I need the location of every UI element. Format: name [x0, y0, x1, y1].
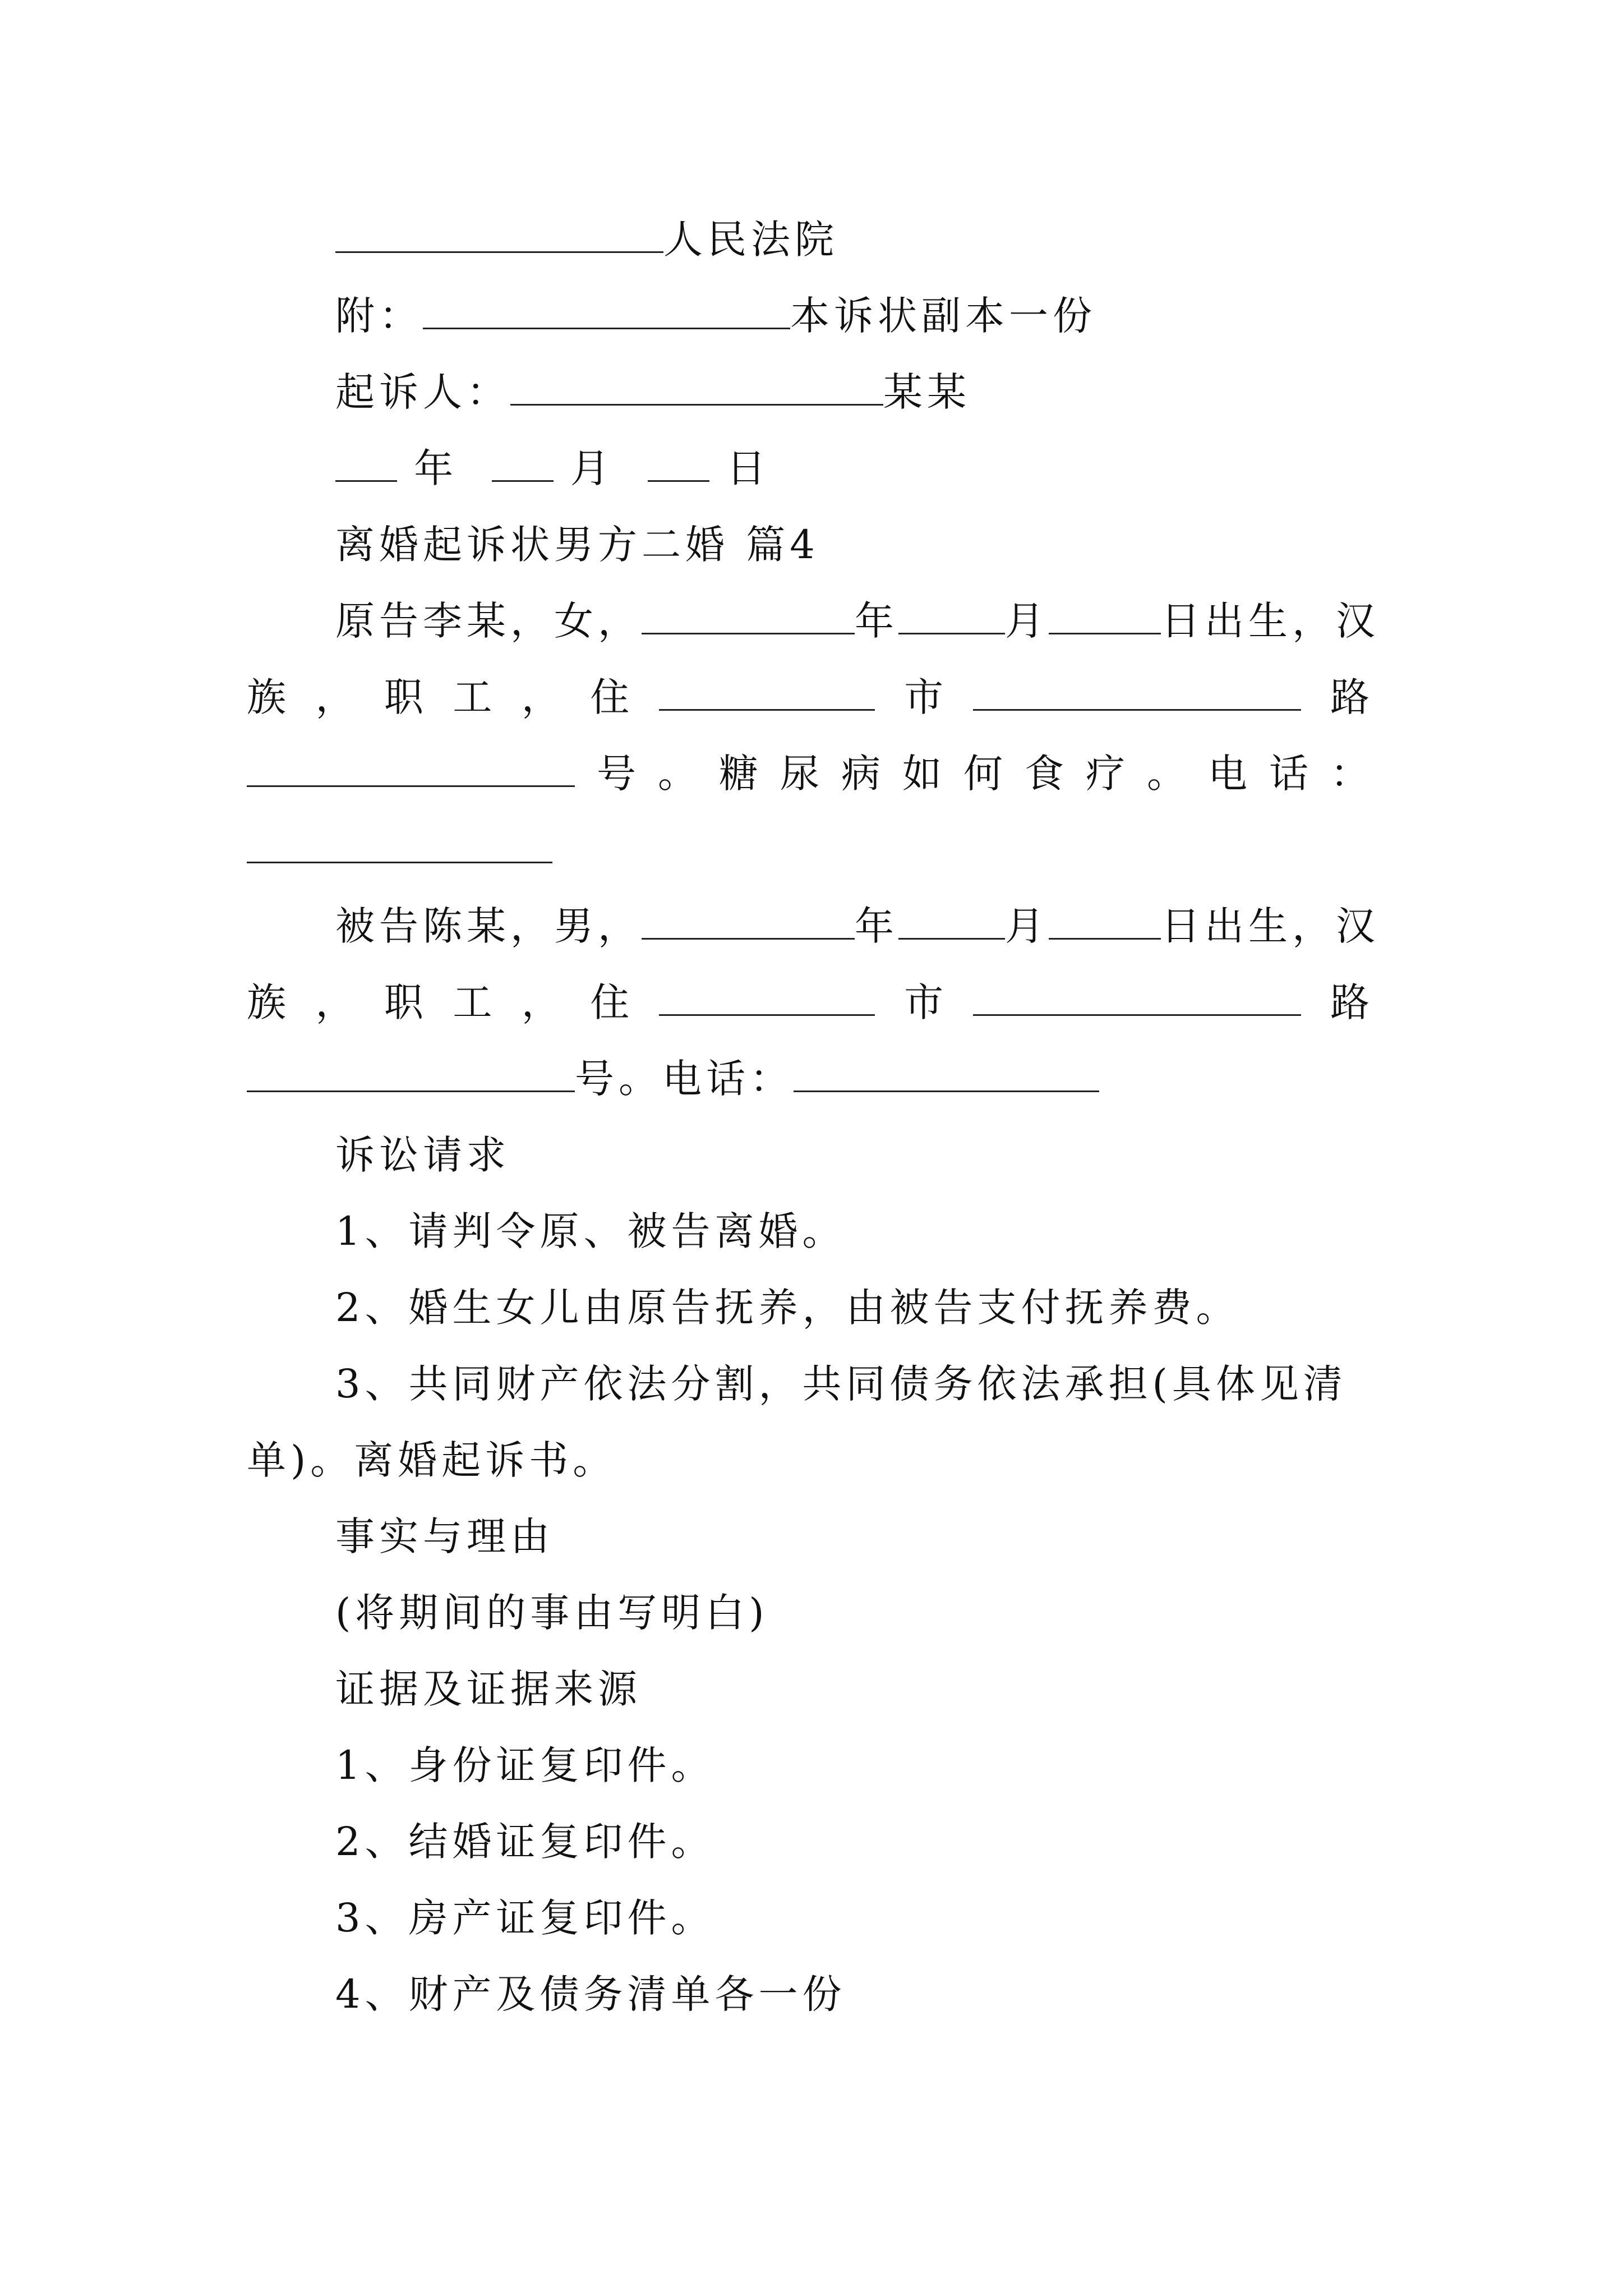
defendant-row2-char: 职 [384, 979, 423, 1025]
defendant-row2-char: 路 [1330, 979, 1370, 1025]
claim-item-continued: 单)。离婚起诉书。 [247, 1437, 617, 1483]
plaintiff-day-blank [1049, 596, 1161, 634]
evidence-item: 1、身份证复印件。 [335, 1742, 715, 1788]
plaintiff-year-blank [642, 596, 855, 634]
plaintiff-row3-char: ： [1330, 751, 1370, 797]
defendant-born: 日出生，汉 [1161, 903, 1380, 949]
plaintiff-row2-char: 工 [453, 674, 492, 720]
claim-item: 3、共同财产依法分割，共同债务依法承担(具体见清 [335, 1361, 1347, 1407]
defendant-intro: 被告陈某，男， [335, 903, 642, 949]
defendant-row2-char: 族 [247, 979, 286, 1025]
court-name-blank [335, 214, 663, 253]
day-label: 日 [726, 445, 771, 491]
plaintiff-line-4 [247, 825, 552, 875]
defendant-year-blank [642, 901, 855, 940]
defendant-row2-char: ， [315, 979, 355, 1025]
plaintiff-row3-char: 。 [1147, 751, 1186, 797]
plaintiff-row3-char: 话 [1269, 751, 1308, 797]
claims-heading: 诉讼请求 [335, 1132, 510, 1178]
plaintiff-city-blank [659, 672, 875, 711]
plaintiff-row3-char: 尿 [780, 751, 819, 797]
claim-item: 2、婚生女儿由原告抚养，由被告支付抚养费。 [335, 1285, 1240, 1331]
plaintiff-row3-char: 号 [597, 751, 636, 797]
evidence-item: 4、财产及债务清单各一份 [335, 1971, 846, 2017]
plaintiff-row2-char: 市 [904, 674, 944, 720]
court-line [335, 214, 838, 265]
defendant-row2-char: 市 [904, 979, 944, 1025]
plaintiff-row2-char: 路 [1330, 674, 1370, 720]
plaintiff-row2-char: 职 [384, 674, 423, 720]
date-line [335, 443, 770, 494]
section-title: 离婚起诉状男方二婚 篇4 [335, 522, 819, 568]
defendant-month: 月 [1005, 903, 1049, 949]
attachment-text: 本诉状副本一份 [790, 293, 1096, 339]
plaintiff-month: 月 [1005, 598, 1049, 644]
plaintiff-row3-char: 疗 [1086, 751, 1125, 797]
defendant-line-3 [247, 1053, 1099, 1104]
plaintiff-row3-char: 电 [1208, 751, 1247, 797]
plaintiff-row3-char: 如 [902, 751, 942, 797]
defendant-row2-char: ， [521, 979, 561, 1025]
court-suffix: 人民法院 [663, 217, 838, 263]
claim-item: 1、请判令原、被告离婚。 [335, 1208, 846, 1254]
plaintiff-row3-char: 病 [841, 751, 880, 797]
defendant-phone-blank [794, 1053, 1099, 1092]
signer-name: 某某 [883, 369, 971, 415]
plaintiff-row3-char: 。 [658, 751, 697, 797]
signer-label: 起诉人： [335, 369, 510, 415]
defendant-row2-char: 住 [590, 979, 630, 1025]
defendant-year: 年 [855, 903, 898, 949]
month-label: 月 [570, 445, 614, 491]
defendant-phone-label: 号。电话： [575, 1056, 794, 1102]
plaintiff-number-blank [247, 748, 575, 787]
plaintiff-row3-char: 何 [963, 751, 1003, 797]
day-blank [648, 443, 709, 482]
year-blank [335, 443, 397, 482]
plaintiff-phone-blank [247, 825, 552, 863]
plaintiff-line-2 [247, 672, 1370, 723]
plaintiff-intro: 原告李某，女， [335, 598, 642, 644]
plaintiff-year: 年 [855, 598, 898, 644]
year-label: 年 [414, 445, 458, 491]
evidence-item: 2、结婚证复印件。 [335, 1819, 715, 1865]
attachment-line [335, 291, 1096, 341]
plaintiff-line-3 [247, 748, 1370, 799]
evidence-item: 3、房产证复印件。 [335, 1895, 715, 1941]
facts-heading: 事实与理由 [335, 1513, 554, 1559]
plaintiff-month-blank [898, 596, 1005, 634]
defendant-city-blank [659, 977, 875, 1016]
plaintiff-row3-char: 食 [1025, 751, 1064, 797]
plaintiff-row2-char: 住 [590, 674, 630, 720]
defendant-row2-char: 工 [453, 979, 492, 1025]
plaintiff-row2-char: ， [521, 674, 561, 720]
defendant-month-blank [898, 901, 1005, 940]
defendant-number-blank [247, 1053, 575, 1092]
defendant-line-2 [247, 977, 1370, 1028]
defendant-line-1 [335, 901, 1380, 951]
month-blank [492, 443, 554, 482]
attachment-label: 附： [335, 293, 423, 339]
plaintiff-born: 日出生，汉 [1161, 598, 1380, 644]
defendant-road-blank [973, 977, 1301, 1016]
plaintiff-row2-char: 族 [247, 674, 286, 720]
attachment-blank [423, 291, 790, 329]
signer-blank [510, 367, 883, 406]
evidence-heading: 证据及证据来源 [335, 1666, 642, 1712]
signer-line [335, 367, 971, 417]
plaintiff-road-blank [973, 672, 1301, 711]
plaintiff-row2-char: ， [315, 674, 355, 720]
plaintiff-line-1 [335, 596, 1380, 646]
facts-note: (将期间的事由写明白) [335, 1590, 769, 1636]
plaintiff-row3-char: 糖 [719, 751, 758, 797]
defendant-day-blank [1049, 901, 1161, 940]
